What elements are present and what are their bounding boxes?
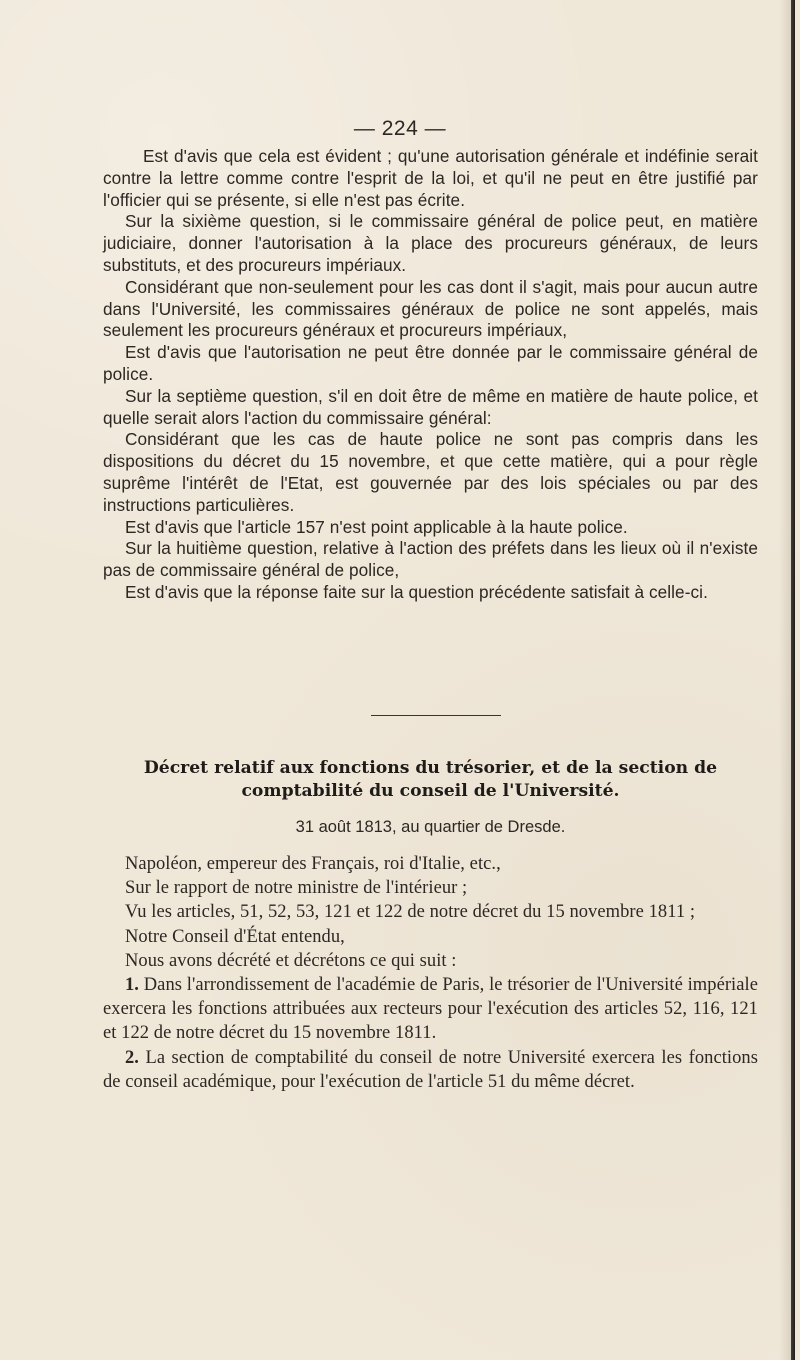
decree-article (103, 1046, 758, 1094)
upper-text-block (103, 146, 758, 604)
page-edge-shadow (779, 0, 791, 1360)
decree-paragraph: Sur le rapport de notre ministre de l'intérieur ; (125, 878, 468, 899)
decree-title-line: Décret relatif aux fonctions du trésorier, et de la section de (143, 758, 718, 778)
decree-paragraph: Napoléon, empereur des Français, roi d'Italie, etc., (125, 854, 501, 874)
paragraph: Sur la sixième question, si le commissaire général de police peut, en matière judiciaire, donner l'autorisation à la place des procureurs généraux, de leurs substituts, et des procureurs impériaux. (103, 211, 758, 275)
page-edge-line (791, 0, 795, 1360)
decree-title-line: comptabilité du conseil de l'Université. (241, 781, 620, 801)
decree-paragraph: Notre Conseil d'État entendu, (125, 926, 345, 947)
paragraph: Est d'avis que l'autorisation ne peut être donnée par le commissaire général de police. (103, 342, 758, 384)
paragraph: Est d'avis que cela est évident ; qu'une autorisation générale et indéfinie serait contre la lettre comme contre l'esprit de la loi, et qu'il ne peut en être justifié par l'officier qui se présente, si elle n'est pas écrite. (103, 146, 758, 210)
decree-paragraph: Nous avons décrété et décrétons ce qui suit : (125, 950, 457, 971)
article-text: Dans l'arrondissement de l'académie de Paris, le trésorier de l'Université impériale exercera les fonctions attribuées aux recteurs pour l'exécution des articles 52, 116, 121 et 122 de notre décret du 15 novembre 1811. (103, 975, 759, 1044)
article-text: La section de comptabilité du conseil de notre Université exercera les fonctions de conseil académique, pour l'exécution de l'article 51 du même décret. (103, 1047, 758, 1092)
paragraph: Considérant que les cas de haute police ne sont pas compris dans les dispositions du décret du 15 novembre, et que cette matière, qui a pour règle suprême l'intérêt de l'Etat, est gouvernée par des lois spéciales ou par des instructions particulières. (103, 429, 758, 515)
decree-date: 31 août 1813, au quartier de Dresde. (295, 818, 566, 836)
paragraph: Sur la septième question, s'il en doit être de même en matière de haute police, et quelle serait alors l'action du commissaire général: (103, 385, 758, 428)
decree-paragraph: Vu les articles, 51, 52, 53, 121 et 122 de notre décret du 15 novembre 1811 ; (125, 902, 696, 923)
article-number: 1. (125, 975, 139, 996)
paragraph: Est d'avis que l'article 157 n'est point applicable à la haute police. (125, 516, 628, 537)
paragraph: Considérant que non-seulement pour les cas dont il s'agit, mais pour aucun autre dans l'Université, les commissaires généraux de police ne sont appelés, mais seulement les procureurs généraux et procureurs impériaux, (103, 276, 758, 341)
article-number: 2. (125, 1047, 139, 1068)
decree-title (103, 757, 758, 803)
paragraph: Est d'avis que la réponse faite sur la question précédente satisfait à celle-ci. (125, 581, 708, 602)
section-divider (371, 715, 501, 716)
decree-article (103, 973, 758, 1046)
decree-body (103, 852, 758, 1094)
page-number: — 224 — (353, 117, 447, 140)
paragraph: Sur la huitième question, relative à l'action des préfets dans les lieux où il n'existe pas de commissaire général de police, (103, 538, 758, 581)
